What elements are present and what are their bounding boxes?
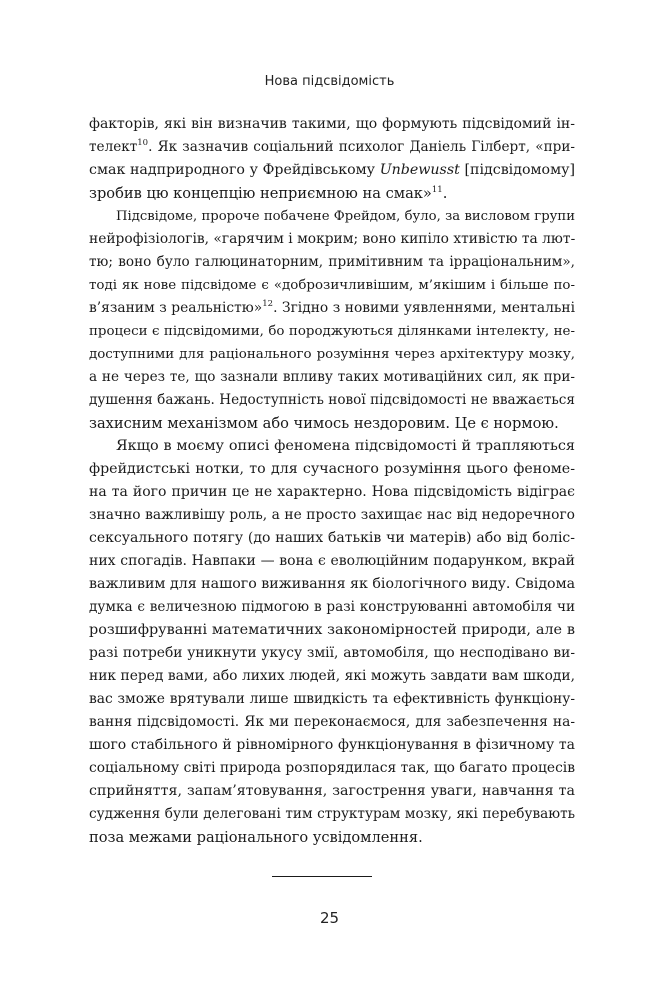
text-line: душення бажань. Недоступність нової підсвідомості не вважається (89, 392, 575, 408)
footnote-ref-12: 12 (262, 299, 274, 309)
text-line (89, 182, 575, 205)
text-line: важливим для нашого виживання як біологічного виду. Свідома (89, 576, 576, 592)
paragraph-2 (89, 205, 575, 435)
running-head: Нова підсвідомість (264, 74, 395, 89)
text-line: на та його причин це не характерно. Нова підсвідомість відіграє (89, 484, 575, 500)
paragraph-1 (89, 113, 575, 205)
text-line: розшифруванні математичних закономірностей природи, але в (89, 622, 575, 638)
text-line: разі потреби уникнути укусу змії, автомобіля, що несподівано ви- (89, 645, 575, 661)
text-line: соціальному світі природа розпорядилася так, що багато процесів (89, 760, 575, 776)
text-fragment: . Згідно з новими уявленнями, ментальні (273, 300, 575, 316)
text-fragment: . (442, 185, 448, 202)
text-line: думка є величезною підмогою в разі конструюванні автомобіля чи (89, 599, 575, 615)
footnote-rule (272, 876, 372, 877)
text-line: вання підсвідомості. Як ми переконаємося, для забезпечення на- (89, 714, 575, 730)
text-line (89, 159, 575, 182)
text-line: нейрофізіологів, «гарячим і мокрим; воно кипіло хтивістю та лют- (89, 231, 576, 247)
text-line: шого стабільного й рівномірного функціонування в фізичному та (89, 737, 575, 753)
text-line: судження були делеговані тим структурам мозку, які перебувають (89, 806, 575, 822)
text-line: ник перед вами, або лихих людей, які можуть завдати вам шкоди, (89, 668, 575, 684)
paragraph-3 (89, 435, 575, 849)
page-number: 25 (319, 909, 340, 927)
text-line: доступними для раціонального розуміння через архітектуру мозку, (89, 347, 575, 362)
text-fragment: телект (89, 139, 138, 155)
text-line: факторів, які він визначив такими, що формують підсвідомий ін- (89, 116, 575, 132)
text-line: них спогадів. Навпаки — вона є еволюційним подарунком, вкрай (89, 553, 575, 569)
text-line: сексуального потягу (до наших батьків чи матерів) або від боліс- (89, 530, 575, 546)
text-fragment: смак надприродного у Фрейдівському (89, 162, 380, 178)
text-line: значно важливішу роль, а не просто захищає нас від недоречного (89, 507, 575, 523)
italic-term: Unbewusst (379, 162, 460, 178)
text-line (89, 136, 575, 159)
text-line: Якщо в моєму описі феномена підсвідомості й трапляються (116, 438, 575, 454)
text-line (89, 297, 575, 320)
text-line: процеси є підсвідомими, бо породжуються ділянками інтелекту, не- (89, 324, 575, 339)
text-fragment: в’язаним з реальністю» (89, 300, 263, 316)
text-line: сприйняття, запам’ятовування, загострення уваги, навчання та (89, 783, 575, 799)
footnote-ref-10: 10 (137, 138, 149, 148)
text-line: поза межами раціонального усвідомлення. (89, 829, 423, 846)
text-line: фрейдистські нотки, то для сучасного розуміння цього феноме- (89, 461, 575, 477)
text-line: Підсвідоме, пророче побачене Фрейдом, було, за висловом групи (116, 209, 575, 224)
text-line: вас зможе врятували лише швидкість та ефективність функціону- (89, 691, 575, 707)
text-fragment: [підсвідомому] (459, 162, 575, 178)
body-text (89, 113, 575, 849)
text-line: тю; воно було галюцинаторним, примітивним та ірраціональним», (89, 254, 575, 270)
text-fragment: зробив цю концепцію неприємною на смак» (89, 185, 432, 202)
text-line: а не через те, що зазнали впливу таких мотиваційних сил, як при- (89, 369, 575, 385)
text-line: захисним механізмом або чимось нездоровим. Це є нормою. (89, 415, 559, 432)
footnote-ref-11: 11 (431, 185, 443, 195)
text-fragment: . Як зазначив соціальний психолог Даніель Гілберт, «при- (148, 139, 575, 155)
text-line: тоді як нове підсвідоме є «доброзичливішим, м’якішим і більше по- (89, 278, 575, 293)
